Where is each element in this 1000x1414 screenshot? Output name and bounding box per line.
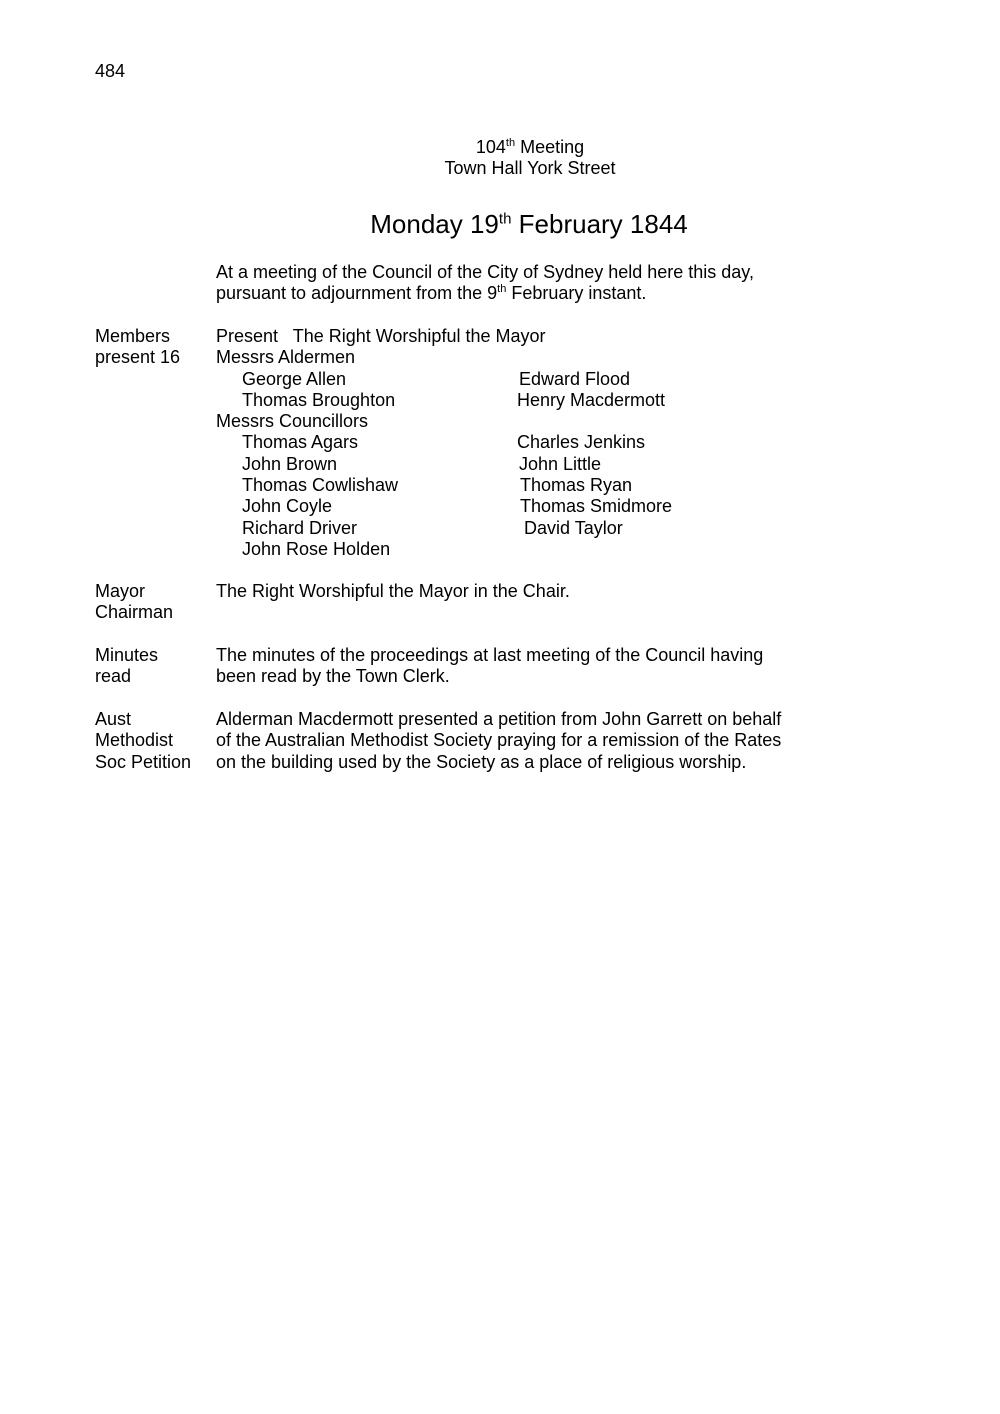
alderman-row: [216, 369, 736, 390]
councillor-name: Thomas Cowlishaw: [242, 475, 399, 496]
members-list: [216, 326, 736, 560]
minutes-margin-note: Minutes read: [95, 645, 159, 687]
members-margin-note: Members present 16: [95, 326, 181, 368]
alderman-name: George Allen: [242, 368, 347, 389]
petition-margin-note: Aust Methodist Soc Petition: [95, 709, 192, 772]
councillor-name: Thomas Ryan: [520, 475, 633, 496]
alderman-row: [216, 390, 736, 411]
councillor-row: [216, 432, 736, 453]
councillors-heading: Messrs Councillors: [216, 411, 369, 432]
councillor-name: John Rose Holden: [242, 538, 391, 559]
page-number: 484: [95, 61, 126, 81]
councillor-name: John Coyle: [242, 496, 333, 517]
councillor-row: [216, 496, 736, 517]
councillor-name: Richard Driver: [242, 517, 358, 538]
chair-text: The Right Worshipful the Mayor in the Chair.: [216, 581, 570, 601]
alderman-name: Thomas Broughton: [242, 389, 396, 410]
meeting-venue: Town Hall York Street: [444, 158, 616, 179]
alderman-name: Edward Flood: [519, 368, 631, 389]
councillor-name: John Brown: [242, 453, 338, 474]
councillor-name: Charles Jenkins: [517, 432, 646, 453]
councillor-row: [216, 454, 736, 475]
petition-paragraph: Alderman Macdermott presented a petition from John Garrett on behalf of the Australian Methodist Society praying for a remission of the Rates on the building used by the Society as a place of religious worship.: [216, 709, 782, 772]
meeting-date-title: Monday 19th February 1844: [370, 209, 688, 239]
intro-paragraph: At a meeting of the Council of the City of Sydney held here this day, pursuant to adjournment from the 9th February instant.: [216, 262, 754, 304]
aldermen-heading: Messrs Aldermen: [216, 347, 356, 368]
councillor-name: Thomas Smidmore: [520, 496, 673, 517]
councillor-name: John Little: [519, 453, 602, 474]
minutes-paragraph: The minutes of the proceedings at last meeting of the Council having been read by the Town Clerk.: [216, 645, 764, 687]
meeting-header: [0, 137, 1000, 180]
councillor-row: [216, 475, 736, 496]
councillor-name: Thomas Agars: [242, 432, 359, 453]
councillor-name: David Taylor: [524, 517, 623, 538]
alderman-name: Henry Macdermott: [517, 389, 666, 410]
meeting-number: 104th Meeting: [475, 137, 585, 157]
present-line: Present The Right Worshipful the Mayor: [216, 326, 546, 346]
councillor-row: [216, 539, 736, 560]
councillor-row: [216, 518, 736, 539]
chair-margin-note: Mayor Chairman: [95, 581, 174, 623]
